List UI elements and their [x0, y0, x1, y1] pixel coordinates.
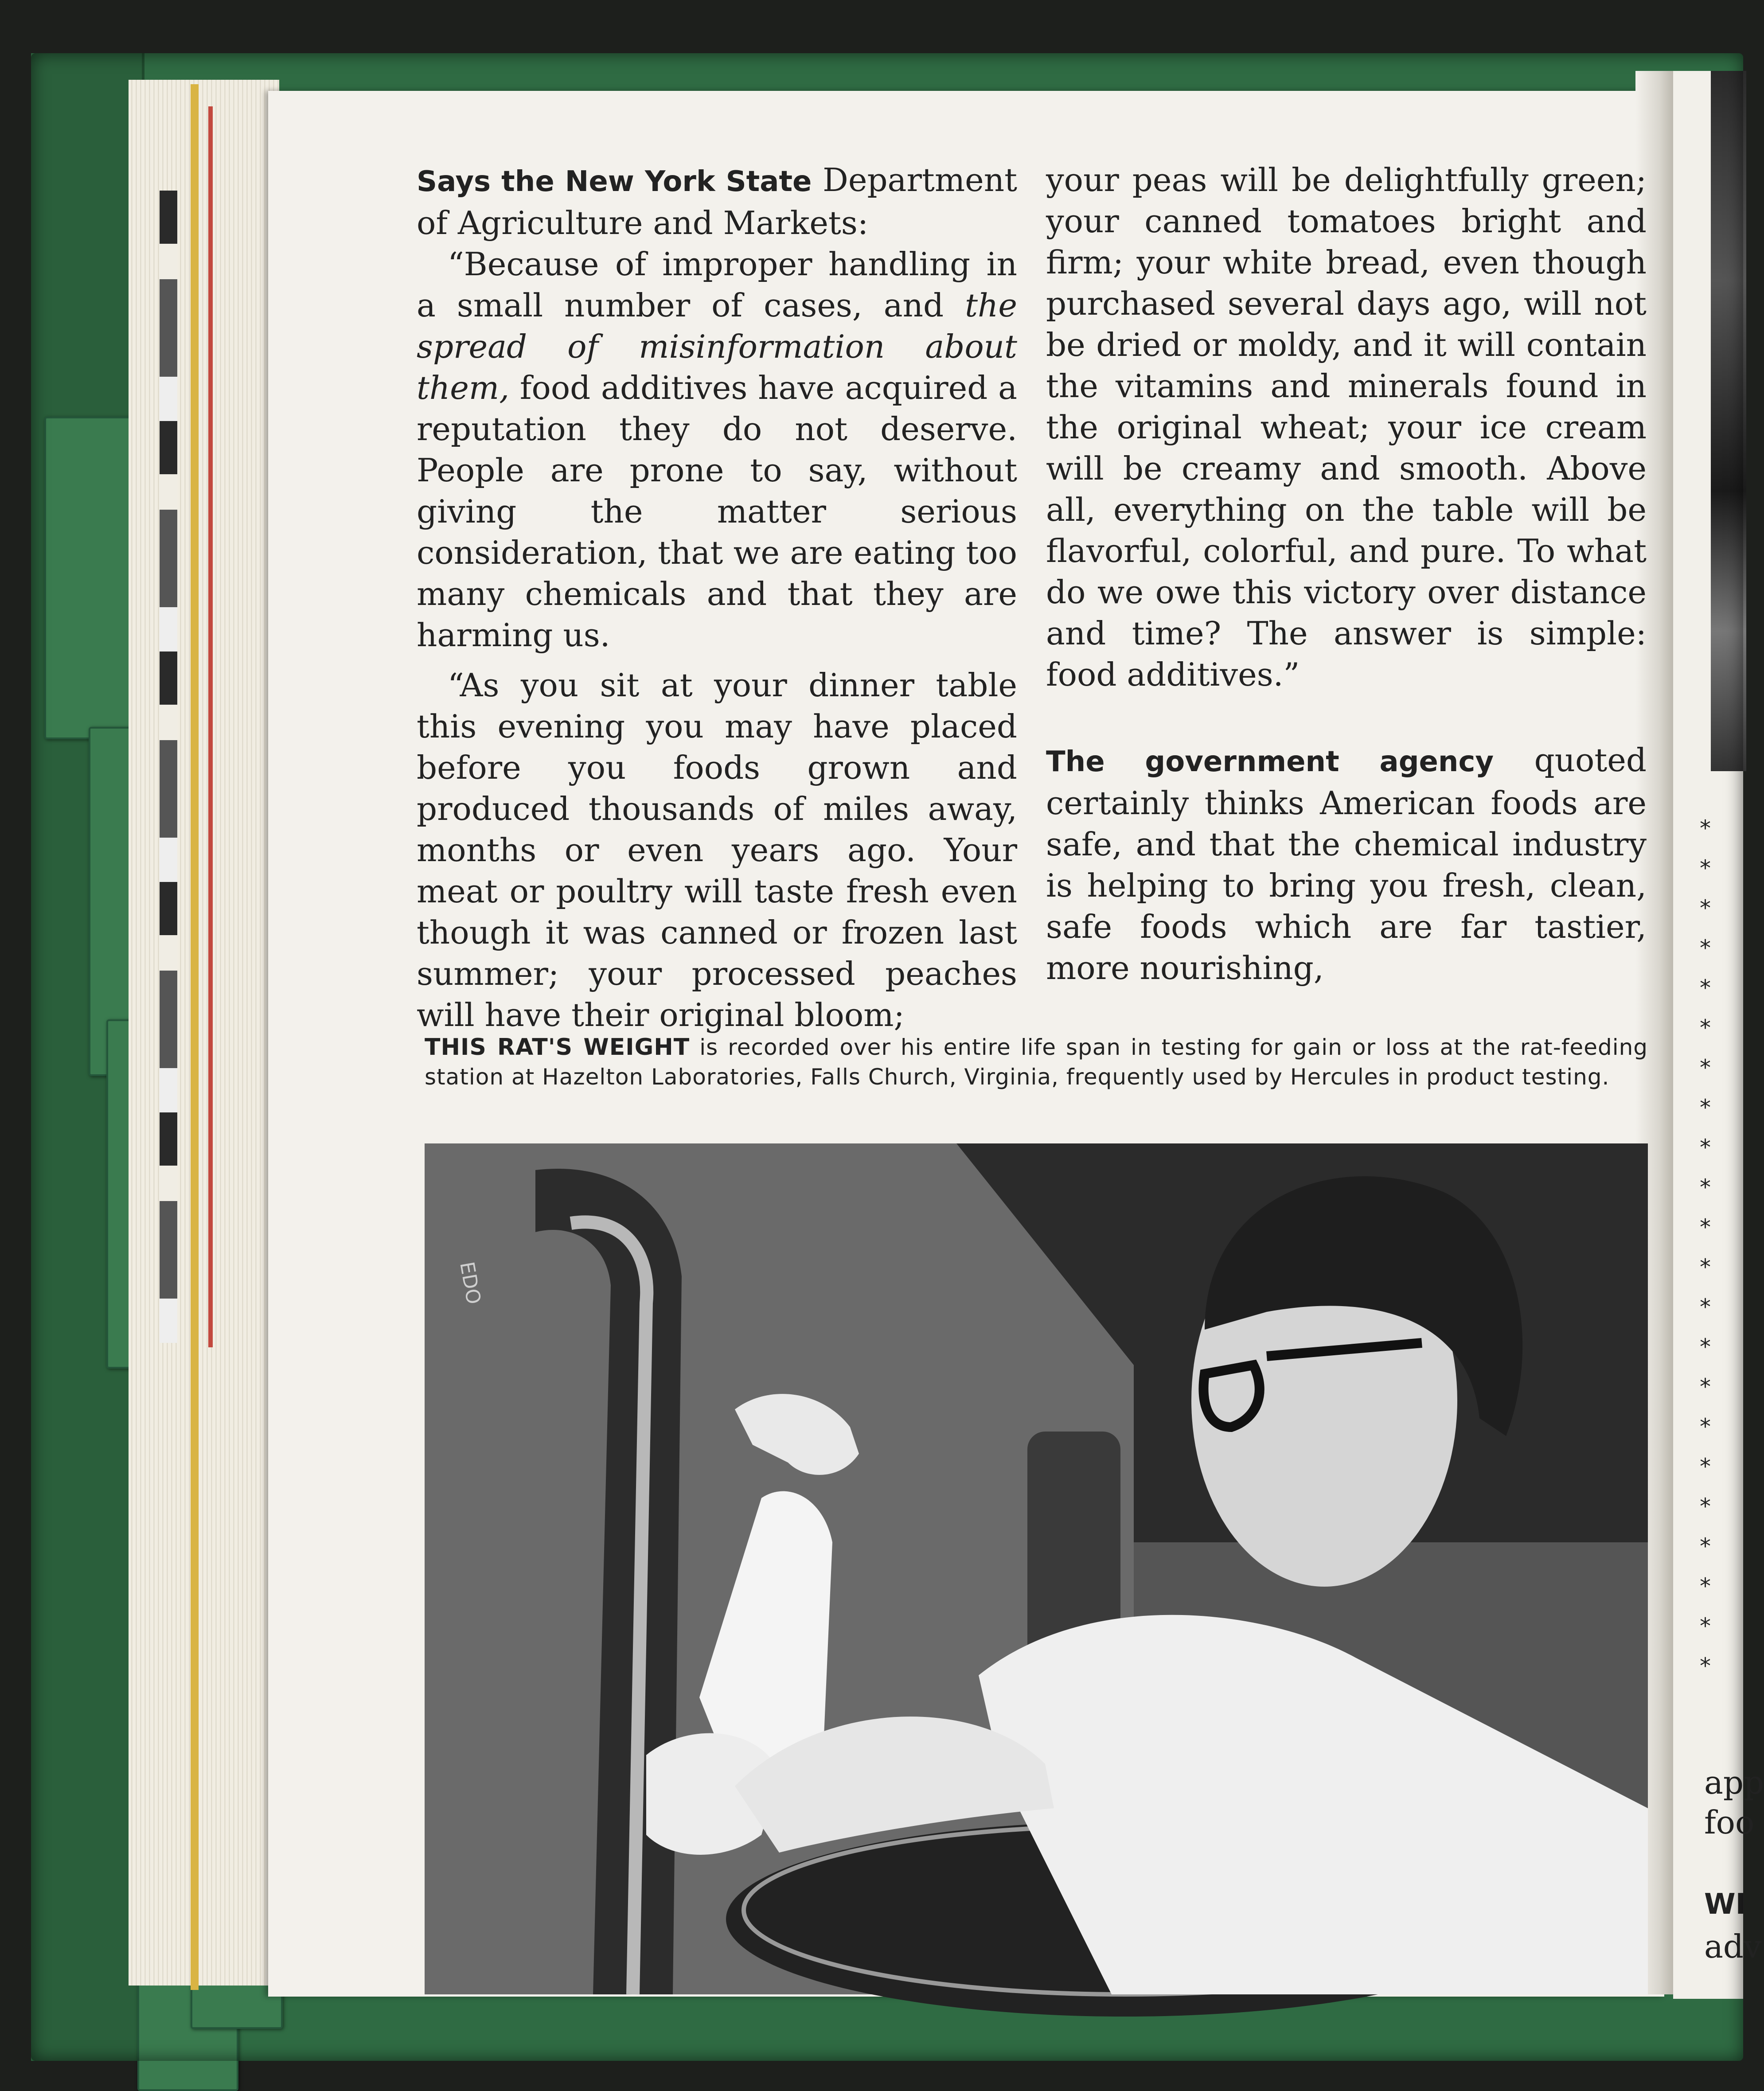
right-paragraph-2-lead: The government agency	[1046, 745, 1494, 778]
left-paragraph-2-end: food additives have acquired a reputation they do not deserve. People are prone to say, without giving the matter serious consideration, that we are eating too many chemicals and that they are harming us.	[417, 369, 1017, 654]
right-paragraph-2-rest: quoted certainly thinks American foods are safe, and that the chemical industry is helping to bring you fresh, clean, safe foods which are far tastier, more nourishing,	[1046, 741, 1647, 987]
bullet-asterisk: *	[1700, 855, 1711, 881]
bullet-asterisk: *	[1700, 1174, 1711, 1200]
bullet-asterisk: *	[1700, 1494, 1711, 1519]
bullet-asterisk: *	[1700, 1055, 1711, 1081]
caption-lead: THIS RAT'S WEIGHT	[425, 1034, 690, 1061]
bullet-asterisk: *	[1700, 1653, 1711, 1679]
bullet-asterisk: *	[1700, 1573, 1711, 1599]
bullet-asterisk: *	[1700, 1254, 1711, 1280]
bullet-asterisk: *	[1700, 1214, 1711, 1240]
bullet-asterisk: *	[1700, 1015, 1711, 1041]
left-paragraph-1-lead: Says the New York State	[417, 165, 812, 198]
left-paragraph-2-italic: the spread of misinformation about them,	[417, 287, 1017, 406]
bullet-asterisk: *	[1700, 1334, 1711, 1360]
left-paragraph-2-start: “Because of improper handling in a small number of cases, and	[417, 246, 1017, 324]
bullet-asterisk: *	[1700, 1294, 1711, 1320]
scale-text: EDO	[455, 1260, 485, 1306]
bullet-asterisk: *	[1700, 1533, 1711, 1559]
bullet-asterisk: *	[1700, 1613, 1711, 1639]
next-page-word: app	[1704, 1764, 1764, 1801]
left-paragraph-3: “As you sit at your dinner table this evening you may have placed before you foods grown and produced thousands of miles away, months or even years ago. Your meat or poultry will taste fresh even though it was canned or frozen last summer; your processed peaches will have their original bloom;	[417, 667, 1017, 1034]
bullet-asterisk: *	[1700, 1135, 1711, 1160]
caption-text: is recorded over his entire life span in testing for gain or loss at the rat-feeding station at Hazelton Laboratories, Falls Church, Virginia, frequently used by Hercules in product testing.	[425, 1034, 1648, 1090]
bullet-asterisk: *	[1700, 1095, 1711, 1120]
next-page-word: WI	[1704, 1888, 1746, 1921]
binder-edge-shadow	[31, 53, 1743, 2061]
left-paragraph-1-rest: Department of Agriculture and Markets:	[417, 161, 1018, 242]
bullet-asterisk: *	[1700, 935, 1711, 961]
next-page-word: foo	[1704, 1804, 1755, 1841]
bullet-asterisk: *	[1700, 1414, 1711, 1440]
bullet-asterisk: *	[1700, 895, 1711, 921]
bullet-asterisk: *	[1700, 815, 1711, 841]
bullet-asterisk: *	[1700, 1374, 1711, 1400]
next-page-word: adv	[1704, 1928, 1762, 1965]
right-paragraph-1: your peas will be delightfully green; your canned tomatoes bright and firm; your white bread, even though purchased several days ago, will not be dried or moldy, and it will contain the vitamins and minerals found in the original wheat; your ice cream will be creamy and smooth. Above all, everything on the table will be flavorful, colorful, and pure. To what do we owe this victory over distance and time? The answer is simple: food additives.”	[1046, 161, 1647, 693]
bullet-asterisk: *	[1700, 1454, 1711, 1479]
bullet-asterisk: *	[1700, 975, 1711, 1001]
